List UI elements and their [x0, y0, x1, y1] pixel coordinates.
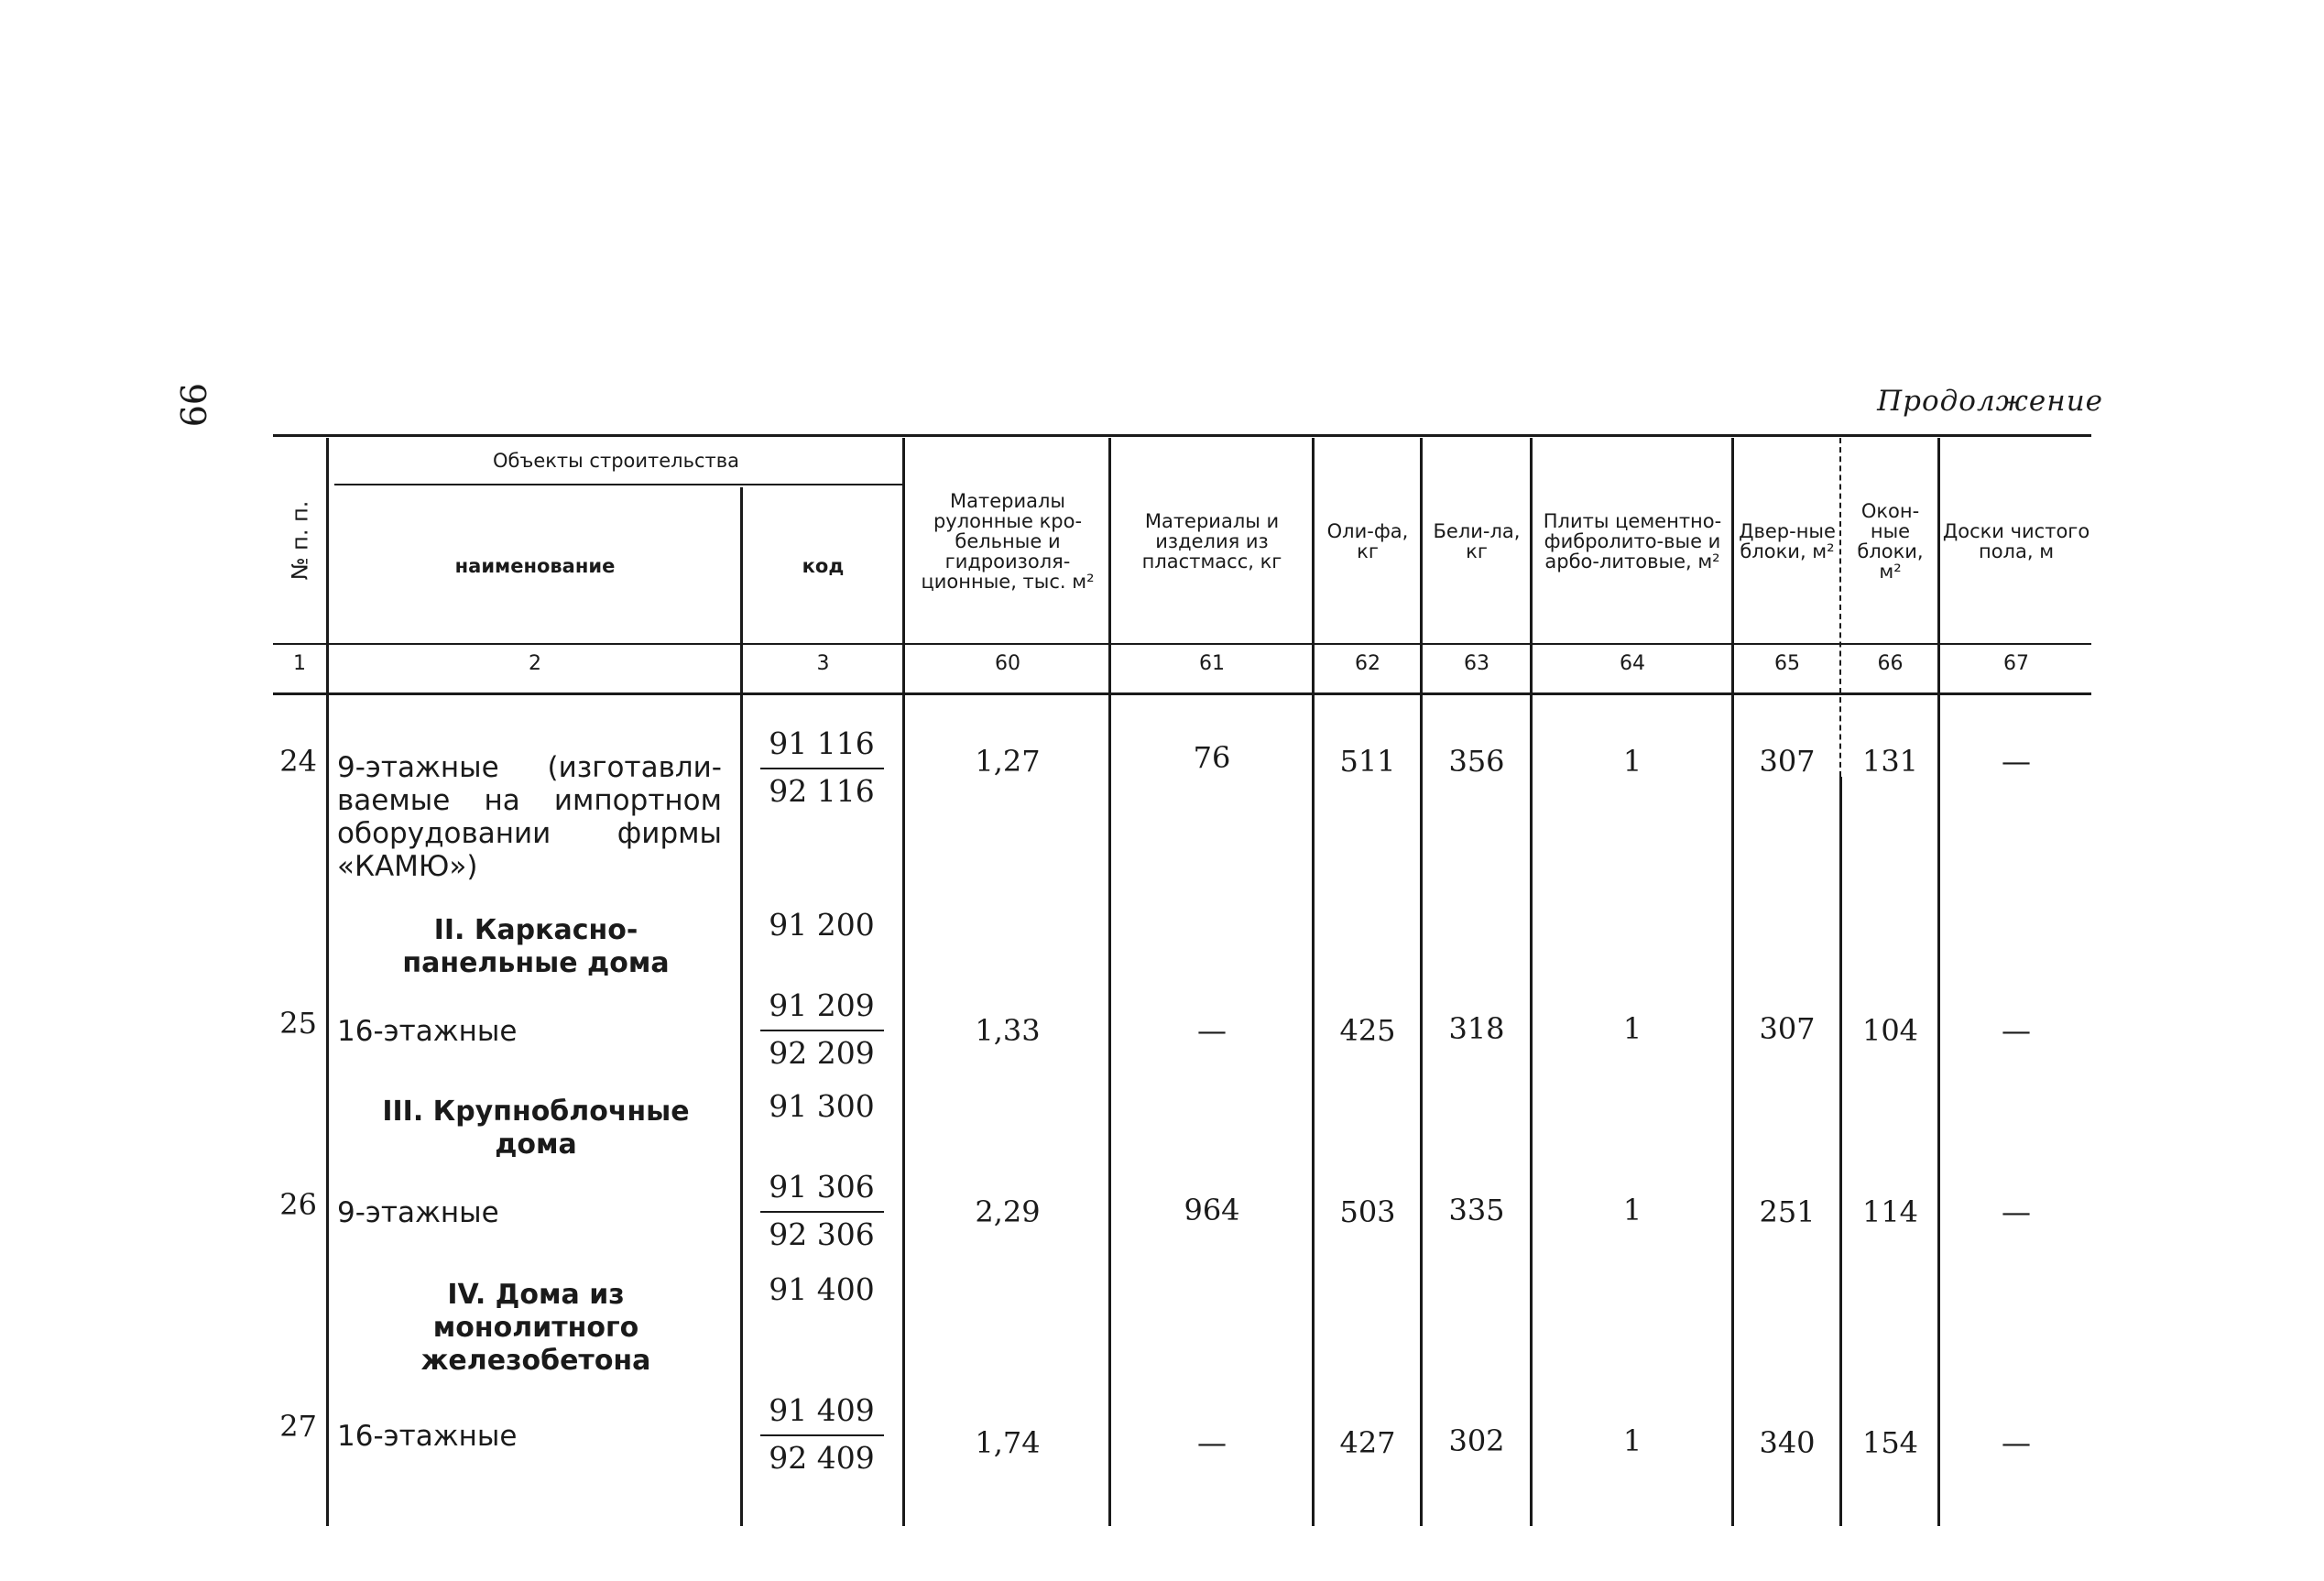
- cell-c63: 318: [1448, 1011, 1505, 1046]
- cell-c62: 425: [1339, 1013, 1396, 1048]
- col-sep: [1839, 777, 1842, 1526]
- colnum: 2: [529, 652, 541, 675]
- cell-c64: 1: [1622, 1193, 1642, 1227]
- row-number: 24: [279, 744, 317, 779]
- col-sep: [902, 438, 905, 1526]
- col-sep: [1312, 438, 1315, 1526]
- cell-c61: 76: [1193, 740, 1231, 775]
- colnum: 60: [995, 652, 1020, 675]
- row-name: 16-этажные: [337, 1015, 518, 1048]
- col-sep: [1108, 438, 1111, 1526]
- colnum: 62: [1355, 652, 1380, 675]
- header-c61: Материалы и изделия из пластмасс, кг: [1141, 510, 1282, 572]
- header-name: наименование: [454, 555, 616, 577]
- cell-c62: 503: [1339, 1194, 1396, 1229]
- cell-c61: —: [1197, 1013, 1227, 1048]
- col-sep: [1731, 438, 1734, 1526]
- code-bottom: 92 306: [769, 1216, 875, 1252]
- cell-c67: —: [2002, 1194, 2031, 1229]
- section-code: 91 300: [769, 1088, 875, 1124]
- colnum: 64: [1620, 652, 1645, 675]
- cell-c66: 104: [1861, 1013, 1919, 1048]
- fraction-line: [760, 768, 884, 769]
- code-bottom: 92 209: [769, 1035, 875, 1071]
- cell-c67: —: [2002, 1013, 2031, 1048]
- colnum: 3: [816, 652, 830, 675]
- cell-c61: 964: [1184, 1193, 1240, 1227]
- cell-c62: 427: [1339, 1425, 1396, 1460]
- row-name: 9-этажные (изготавли-ваемые на импортном оборудовании фирмы «КАМЮ»): [337, 751, 722, 883]
- fraction-line: [760, 1434, 884, 1436]
- page-number: 99: [172, 383, 213, 428]
- col-sep: [740, 487, 743, 1526]
- code-top: 91 209: [769, 987, 875, 1023]
- col-sep: [1530, 438, 1533, 1526]
- header-c65: Двер-ные блоки, м²: [1739, 520, 1836, 562]
- col-sep: [326, 438, 329, 1526]
- cell-c63: 302: [1448, 1423, 1505, 1458]
- colnum: 66: [1877, 652, 1904, 675]
- cell-c65: 307: [1759, 1011, 1816, 1046]
- row-number: 27: [279, 1409, 317, 1444]
- cell-c63: 335: [1448, 1193, 1505, 1227]
- colnum: 1: [293, 652, 306, 675]
- header-code: код: [802, 555, 845, 577]
- cell-c60: 1,74: [975, 1425, 1041, 1460]
- cell-c65: 307: [1759, 744, 1816, 779]
- objects-group-rule: [334, 484, 902, 485]
- row-number: 26: [279, 1187, 317, 1222]
- code-top: 91 116: [769, 725, 875, 761]
- section-title: II. Каркасно-панельные дома: [402, 914, 670, 979]
- cell-c64: 1: [1622, 1011, 1642, 1046]
- section-code: 91 400: [769, 1271, 875, 1307]
- header-c60: Материалы рулонные кро-бельные и гидроизоля-ционные, тыс. м²: [921, 490, 1095, 593]
- colnum: 63: [1464, 652, 1489, 675]
- cell-c60: 1,33: [975, 1013, 1041, 1048]
- colnum: 67: [2003, 652, 2029, 675]
- cell-c62: 511: [1339, 744, 1396, 779]
- fraction-line: [760, 1030, 884, 1031]
- header-row-number: № п. п.: [287, 500, 313, 581]
- cell-c65: 251: [1759, 1194, 1816, 1229]
- col-sep: [1937, 438, 1940, 1526]
- cell-c67: —: [2002, 744, 2031, 779]
- table-top-rule: [273, 434, 2091, 437]
- header-c63: Бели-ла, кг: [1433, 520, 1521, 562]
- fraction-line: [760, 1211, 884, 1213]
- colnum: 65: [1774, 652, 1800, 675]
- section-title: III. Крупноблочные дома: [382, 1096, 690, 1161]
- cell-c65: 340: [1759, 1425, 1816, 1460]
- row-number: 25: [279, 1006, 317, 1041]
- code-bottom: 92 409: [769, 1440, 875, 1476]
- header-c66: Окон-ные блоки, м²: [1857, 500, 1924, 583]
- code-top: 91 306: [769, 1169, 875, 1205]
- col-sep-dashed: [1839, 438, 1841, 777]
- cell-c66: 114: [1861, 1194, 1919, 1229]
- cell-c66: 154: [1861, 1425, 1919, 1460]
- header-c67: Доски чистого пола, м: [1942, 520, 2090, 562]
- cell-c66: 131: [1861, 744, 1919, 779]
- section-title: IV. Дома из монолитного железобетона: [420, 1279, 651, 1377]
- row-name: 9-этажные: [337, 1196, 499, 1229]
- cell-c61: —: [1197, 1425, 1227, 1460]
- code-bottom: 92 116: [769, 773, 875, 809]
- header-rule: [273, 643, 2091, 645]
- colnums-rule: [273, 692, 2091, 695]
- colnum: 61: [1199, 652, 1225, 675]
- header-c64: Плиты цементно-фибролито-вые и арбо-литовые, м²: [1543, 510, 1722, 572]
- header-objects-group: Объекты строительства: [493, 450, 739, 472]
- section-code: 91 200: [769, 907, 875, 943]
- cell-c63: 356: [1448, 744, 1505, 779]
- cell-c64: 1: [1622, 1423, 1642, 1458]
- cell-c67: —: [2002, 1425, 2031, 1460]
- header-c62: Оли-фа, кг: [1326, 520, 1409, 562]
- code-top: 91 409: [769, 1392, 875, 1428]
- cell-c64: 1: [1622, 744, 1642, 779]
- col-sep: [1420, 438, 1423, 1526]
- row-name: 16-этажные: [337, 1420, 518, 1453]
- continuation-label: Продолжение: [1877, 385, 2103, 418]
- cell-c60: 2,29: [975, 1194, 1041, 1229]
- cell-c60: 1,27: [975, 744, 1041, 779]
